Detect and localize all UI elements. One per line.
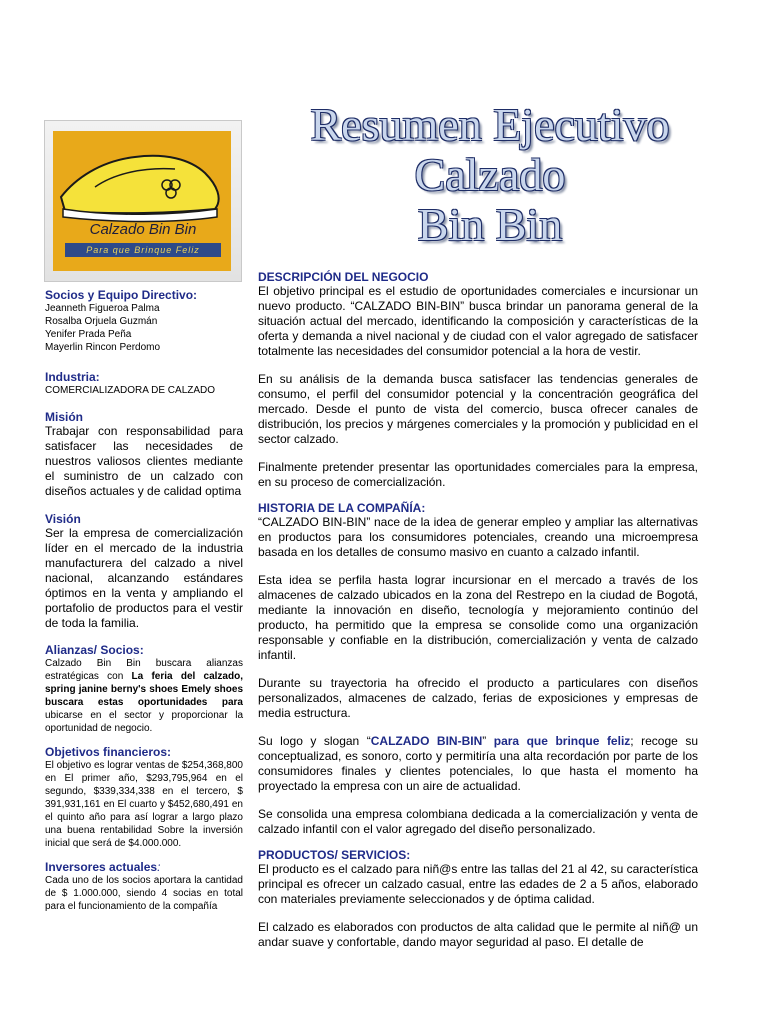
inversores-text: Cada uno de los socios aportara la cantidad de $ 1.000.000, siendo 4 socias en total para el funcionamiento de la compañía xyxy=(45,875,243,912)
socio-member: Jeanneth Figueroa Palma xyxy=(45,303,160,314)
industria-heading: Industria: xyxy=(45,370,100,384)
descripcion-heading: DESCRIPCIÓN DEL NEGOCIO xyxy=(258,270,429,284)
historia-paragraph: Se consolida una empresa colombiana dedicada a la comercialización y venta de calzado infantil con el valor agregado del diseño personalizado. xyxy=(258,807,698,836)
title-line-2: Calzado xyxy=(414,149,566,200)
logo-name: Calzado Bin Bin xyxy=(89,221,197,238)
title-line-1: Resumen Ejecutivo xyxy=(310,99,670,150)
productos-paragraph: El calzado es elaborados con productos de alta calidad que le permite al niñ@ un andar suave y confortable, dando mayor seguridad al paso. El detalle de xyxy=(258,920,698,949)
title-line-3: Bin Bin xyxy=(417,199,563,250)
shoe-icon xyxy=(55,139,231,229)
historia-paragraph: “CALZADO BIN-BIN” nace de la idea de generar empleo y ampliar las alternativas en productos para los consumidores potenciales, creando una microempresa basada en los detalles de consumo masivo en cuanto a calzado infantil. xyxy=(258,515,698,559)
historia-heading: HISTORIA DE LA COMPAÑÍA: xyxy=(258,501,426,515)
historia-paragraph: Su logo y slogan “CALZADO BIN-BIN” para que brinque feliz; recoge su conceptualizad, es sonoro, corto y permitiría una alta recordación por parte de los consumidores finales y clientes potenciales, lo que hasta el momento ha proyectado la empresa con un aire de actualidad. xyxy=(258,734,698,793)
logo-slogan: Para que Brinque Feliz xyxy=(65,243,221,257)
descripcion-paragraph: El objetivo principal es el estudio de oportunidades comerciales e incursionar un nuevo producto. “CALZADO BIN-BIN” busca brindar un panorama general de la situación actual del mercado, identificando la composición y características de la oferta y demanda a nivel nacional y de ciudad con el valor agregado de satisfacer totalmente las necesidades del consumidor potencial a la hora de vestir. xyxy=(258,284,698,358)
historia-paragraph: Esta idea se perfila hasta lograr incursionar en el mercado a través de los almacenes de calzado ubicados en la zona del Restrepo en la ciudad de Bogotá, mediante la innovación en diseño, tecnología y mejoramiento continúo del producto, ha permitido que la empresa se consolide como una organización responsable y confiable en la distribución, comercialización y venta de calzado infantil. xyxy=(258,573,698,662)
objetivos-heading: Objetivos financieros: xyxy=(45,745,172,759)
descripcion-paragraph: Finalmente pretender presentar las oportunidades comerciales para la empresa, en su proceso de comercialización. xyxy=(258,460,698,489)
socios-heading: Socios y Equipo Directivo: xyxy=(45,288,198,302)
left-column xyxy=(45,288,243,913)
mision-text: Trabajar con responsabilidad para satisfacer las necesidades de nuestros valiosos clientes mediante el suministro de un calzado con diseños actuales y de calidad optima xyxy=(45,424,243,498)
objetivos-text: El objetivo es lograr ventas de $254,368,800 en El primer año, $293,795,964 en el segundo, $339,334,338 en el tercero, $ 391,931,161 en El cuarto y $452,680,491 en el quinto año para así lograr a largo plazo una buena rentabilidad Sobre la inversión inicial que será de $4.000.000. xyxy=(45,760,243,849)
socio-member: Mayerlin Rincon Perdomo xyxy=(45,342,161,353)
historia-paragraph: Durante su trayectoria ha ofrecido el producto a particulares con diseños personalizados, almacenes de calzado, ferias de exposiciones y empresas de media estructura. xyxy=(258,676,698,720)
right-column xyxy=(258,270,698,950)
socio-member: Rosalba Orjuela Guzmán xyxy=(45,316,158,327)
socio-member: Yenifer Prada Peña xyxy=(45,329,132,340)
productos-heading: PRODUCTOS/ SERVICIOS: xyxy=(258,848,411,862)
vision-text: Ser la empresa de comercialización líder en el mercado de la industria manufacturera del calzado a nivel nacional, alcanzando estándares óptimos en la venta y ampliando el portafolio de productos para el vestir de toda la familia. xyxy=(45,526,243,630)
inversores-heading: Inversores actuales: xyxy=(45,860,161,874)
company-logo xyxy=(44,120,242,282)
alianzas-heading: Alianzas/ Socios: xyxy=(45,643,144,657)
descripcion-paragraph: En su análisis de la demanda busca satisfacer las tendencias generales de consumo, el perfil del consumidor potencial y la concentración geográfica del mercado. Desde el punto de vista del comercio, busca ofrecer canales de distribución, los precios y márgenes comerciales y la promoción y publicidad en el sector calzado. xyxy=(258,372,698,446)
document-title xyxy=(270,100,710,250)
productos-paragraph: El producto es el calzado para niñ@s entre las tallas del 21 al 42, su característica principal es ofrecer un calzado casual, entre las edades de 2 a 5 años, elaborado con materiales previamente seleccionados y de óptima calidad. xyxy=(258,862,698,906)
mision-heading: Misión xyxy=(45,410,83,424)
industria-text: COMERCIALIZADORA DE CALZADO xyxy=(45,385,216,396)
vision-heading: Visión xyxy=(45,512,81,526)
alianzas-text: Calzado Bin Bin buscara alianzas estratégicas con La feria del calzado, spring janine berny's shoes Emely shoes buscara estas oportunidades para ubicarse en el sector y proporcionar la oportunidad de negocio. xyxy=(45,658,243,734)
